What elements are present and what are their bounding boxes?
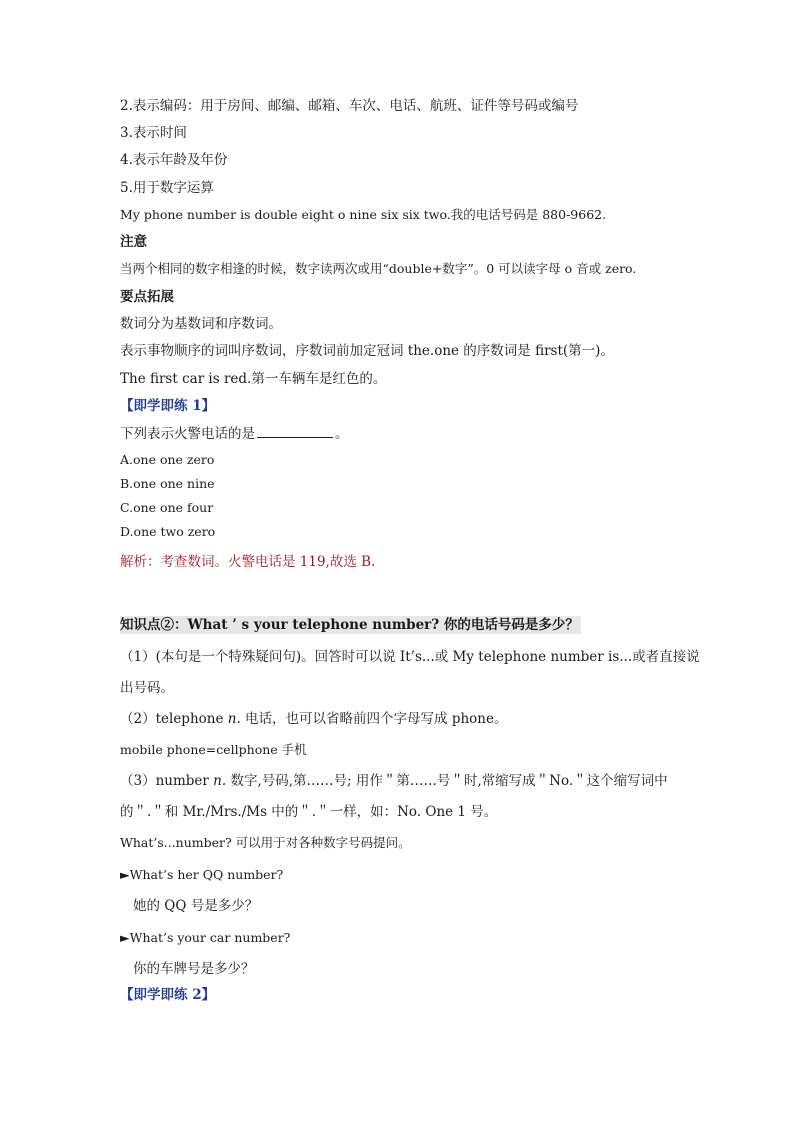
practice-question [120,424,349,443]
text-line: 出号码。 [120,680,174,696]
text-segment: （2）telephone [120,711,228,727]
knowledge-point-heading [120,616,581,634]
text-line: 表示事物顺序的词叫序数词，序数词前加定冠词 the.one 的序数词是 first(第一)。 [120,343,614,359]
example-zh: 她的 QQ 号是多少？ [133,898,259,914]
question-text: 下列表示火警电话的是 [120,426,255,442]
note-heading: 注意 [120,234,147,250]
text-line: （1）(本句是一个特殊疑问句)。回答时可以说 It’s...或 My telephone number is...或者直接说 [120,649,700,665]
text-segment: （3）number [120,773,214,789]
answer-blank [257,424,333,438]
example-zh: 你的车牌号是多少？ [133,961,255,977]
text-line: 当两个相同的数字相逢的时候，数字读两次或用“double+数字”。0 可以读字母 o 音或 zero. [120,261,637,276]
text-line: 5.用于数字运算 [120,180,214,196]
analysis-text: 解析：考查数词。火警电话是 119,故选 B. [120,554,376,570]
text-line: 4.表示年龄及年份 [120,152,228,168]
text-line [120,710,507,728]
text-line: What’s...number? 可以用于对各种数字号码提问。 [120,835,411,850]
text-line: 2.表示编码：用于房间、邮编、邮箱、车次、电话、航班、证件等号码或编号 [120,98,579,114]
option-d: D.one two zero [120,524,216,539]
example-en: ►What’s her QQ number? [120,867,284,882]
option-a: A.one one zero [120,452,215,467]
text-line: My phone number is double eight o nine six six two.我的电话号码是 880-9662. [120,207,607,222]
text-line: 的＂.＂和 Mr./Mrs./Ms 中的＂.＂一样，如：No. One 1 号。 [120,804,498,820]
text-line: The first car is red.第一车辆车是红色的。 [120,371,387,387]
option-c: C.one one four [120,500,214,515]
question-end: 。 [335,426,349,442]
knowledge-point-title: 知识点②：What ’ s your telephone number? 你的电话号码是多少？ [120,617,579,633]
practice-heading: 【即学即练 2】 [120,987,216,1003]
part-of-speech: n. [227,711,241,727]
text-segment: 数字,号码,第……号; 用作＂第……号＂时,常缩写成＂No.＂这个缩写词中 [226,773,668,789]
text-line: 数词分为基数词和序数词。 [120,316,282,332]
extension-heading: 要点拓展 [120,289,174,305]
example-en: ►What’s your car number? [120,930,291,945]
text-line [120,772,668,790]
practice-heading: 【即学即练 1】 [120,398,216,414]
text-line: mobile phone=cellphone 手机 [120,742,307,757]
text-segment: 电话，也可以省略前四个字母写成 phone。 [240,711,508,727]
option-b: B.one one nine [120,476,215,491]
part-of-speech: n. [213,773,227,789]
text-line: 3.表示时间 [120,125,187,141]
